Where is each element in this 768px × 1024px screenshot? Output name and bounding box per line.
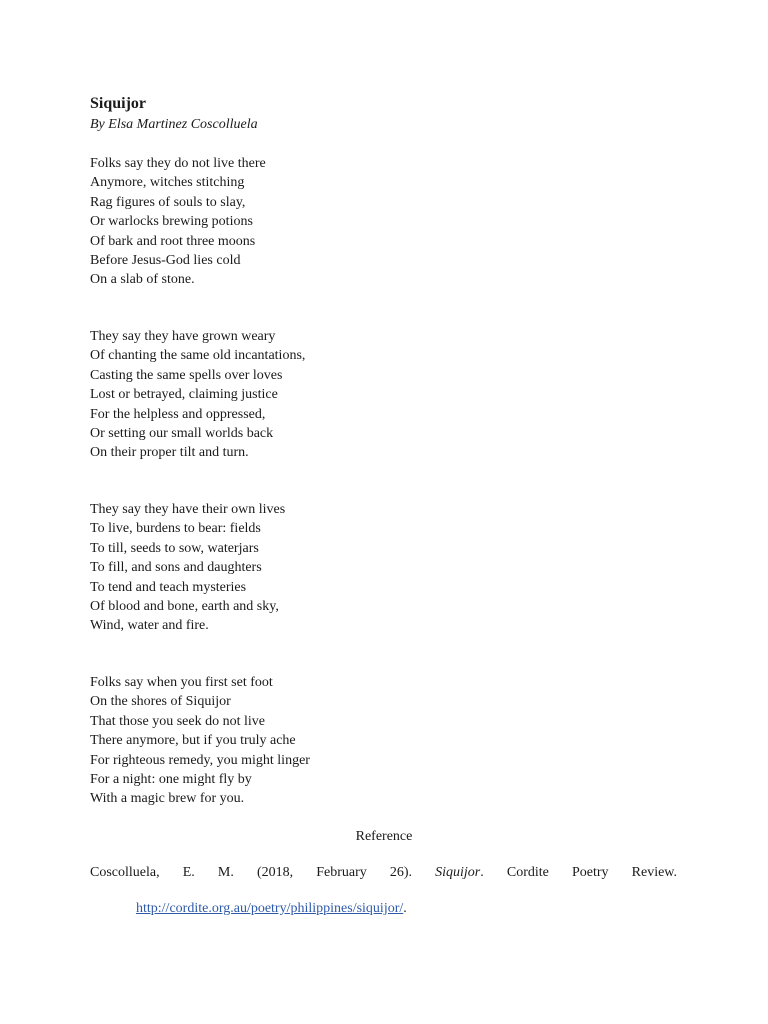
poem-line: With a magic brew for you. [90, 791, 245, 807]
poem-line: There anymore, but if you truly ache [90, 733, 296, 749]
poem-line: Of chanting the same old incantations, [90, 348, 306, 364]
poem-line: Of bark and root three moons [90, 233, 256, 249]
citation-title-suffix: . [480, 865, 484, 880]
poem-line: To till, seeds to sow, waterjars [90, 540, 259, 556]
stanza-2 [90, 327, 305, 463]
poem-line: They say they have their own lives [90, 502, 286, 517]
poem-line: For righteous remedy, you might linger [90, 752, 310, 768]
poem-line: For the helpless and oppressed, [90, 406, 266, 422]
poem-line: Wind, water and fire. [90, 618, 209, 634]
poem-line: Lost or betrayed, claiming justice [90, 387, 278, 403]
citation-author: Coscolluela, E. M. [90, 865, 234, 880]
poem-line: For a night: one might fly by [90, 772, 252, 788]
poem-title: Siquijor [90, 95, 147, 112]
poem-line: To fill, and sons and daughters [90, 560, 262, 576]
stanza-4 [90, 673, 310, 809]
poem-line: Casting the same spells over loves [90, 367, 283, 383]
poem-line: To live, burdens to bear: fields [90, 521, 261, 537]
reference-citation [90, 863, 677, 882]
poem-line: They say they have grown weary [90, 329, 276, 344]
poem-line: Of blood and bone, earth and sky, [90, 599, 279, 615]
poem-line: Or warlocks brewing potions [90, 214, 253, 230]
poem-line: Or setting our small worlds back [90, 426, 274, 442]
citation-publication: Cordite Poetry Review. [506, 865, 677, 880]
stanza-3 [90, 500, 285, 636]
citation-url-line [136, 899, 407, 918]
poem-line: On a slab of stone. [90, 272, 195, 288]
poem-line: Before Jesus-God lies cold [90, 253, 241, 269]
citation-work-title: Siquijor [435, 865, 481, 880]
poem-line: Folks say they do not live there [90, 156, 266, 171]
poem-line: On the shores of Siquijor [90, 694, 231, 710]
citation-url-link[interactable]: http://cordite.org.au/poetry/philippines/siquijor/ [136, 901, 404, 916]
citation-date: (2018, February 26). [256, 865, 413, 880]
poem-line: That those you seek do not live [90, 713, 265, 729]
poem-byline: By Elsa Martinez Coscolluela [90, 117, 258, 132]
stanza-1 [90, 154, 266, 290]
poem-line: To tend and teach mysteries [90, 579, 247, 595]
poem-line: On their proper tilt and turn. [90, 445, 249, 461]
poem-line: Folks say when you first set foot [90, 675, 273, 690]
poem-line: Rag figures of souls to slay, [90, 194, 246, 210]
reference-heading: Reference [355, 829, 413, 844]
poem-line: Anymore, witches stitching [90, 175, 245, 191]
citation-url-suffix: . [403, 901, 407, 916]
